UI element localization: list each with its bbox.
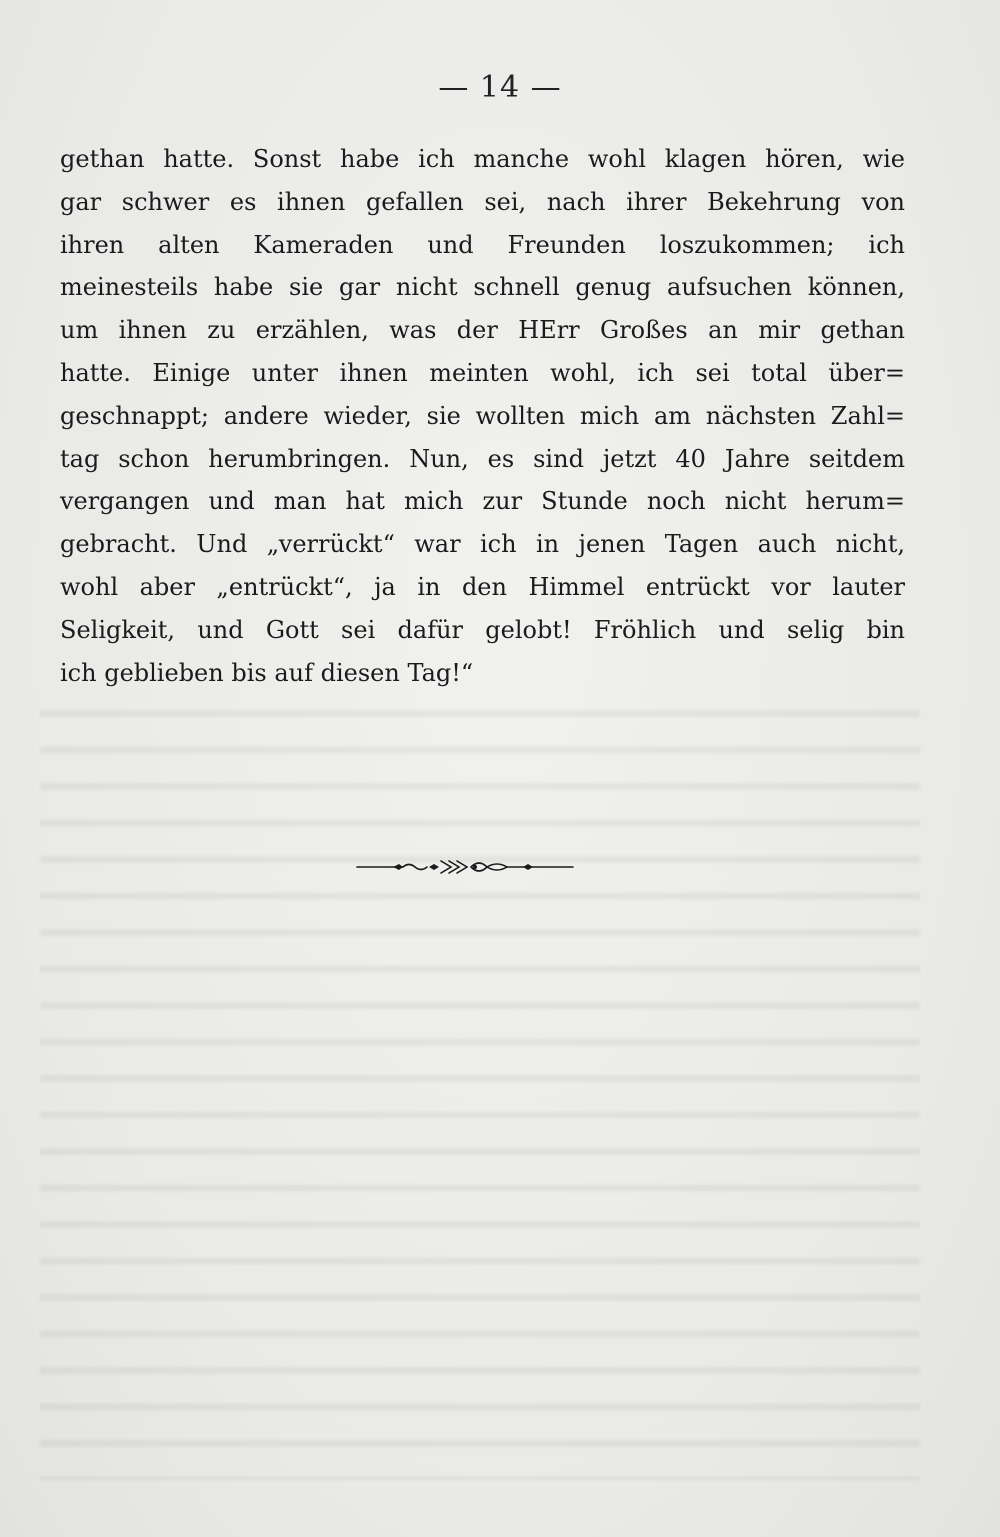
text-line: Seligkeit, und Gott sei dafür gelobt! Fröhlich und selig bin	[60, 615, 905, 644]
show-through-text	[40, 690, 920, 1480]
text-line: wohl aber „entrückt“, ja in den Himmel entrückt vor lauter	[60, 572, 905, 601]
text-line: um ihnen zu erzählen, was der HErr Großes an mir gethan	[60, 316, 905, 345]
text-line: gethan hatte. Sonst habe ich manche wohl klagen hören, wie	[60, 145, 905, 173]
text-line: geschnappt; andere wieder, sie wollten mich am nächsten Zahl=	[60, 401, 905, 430]
text-line: meinesteils habe sie gar nicht schnell genug aufsuchen können,	[60, 273, 905, 302]
text-line: vergangen und man hat mich zur Stunde noch nicht herum=	[60, 487, 905, 516]
page-number: — 14 —	[438, 70, 562, 105]
fleuron-divider-icon	[355, 852, 575, 882]
body-text	[60, 138, 905, 694]
text-line: ihren alten Kameraden und Freunden loszukommen; ich	[60, 230, 905, 259]
text-line: tag schon herumbringen. Nun, es sind jetzt 40 Jahre seitdem	[60, 444, 905, 473]
text-line: gebracht. Und „verrückt“ war ich in jenen Tagen auch nicht,	[60, 530, 905, 559]
text-line: ich geblieben bis auf diesen Tag!“	[60, 658, 474, 687]
text-line: gar schwer es ihnen gefallen sei, nach ihrer Bekehrung von	[60, 187, 905, 216]
text-line: hatte. Einige unter ihnen meinten wohl, ich sei total über=	[60, 358, 905, 387]
